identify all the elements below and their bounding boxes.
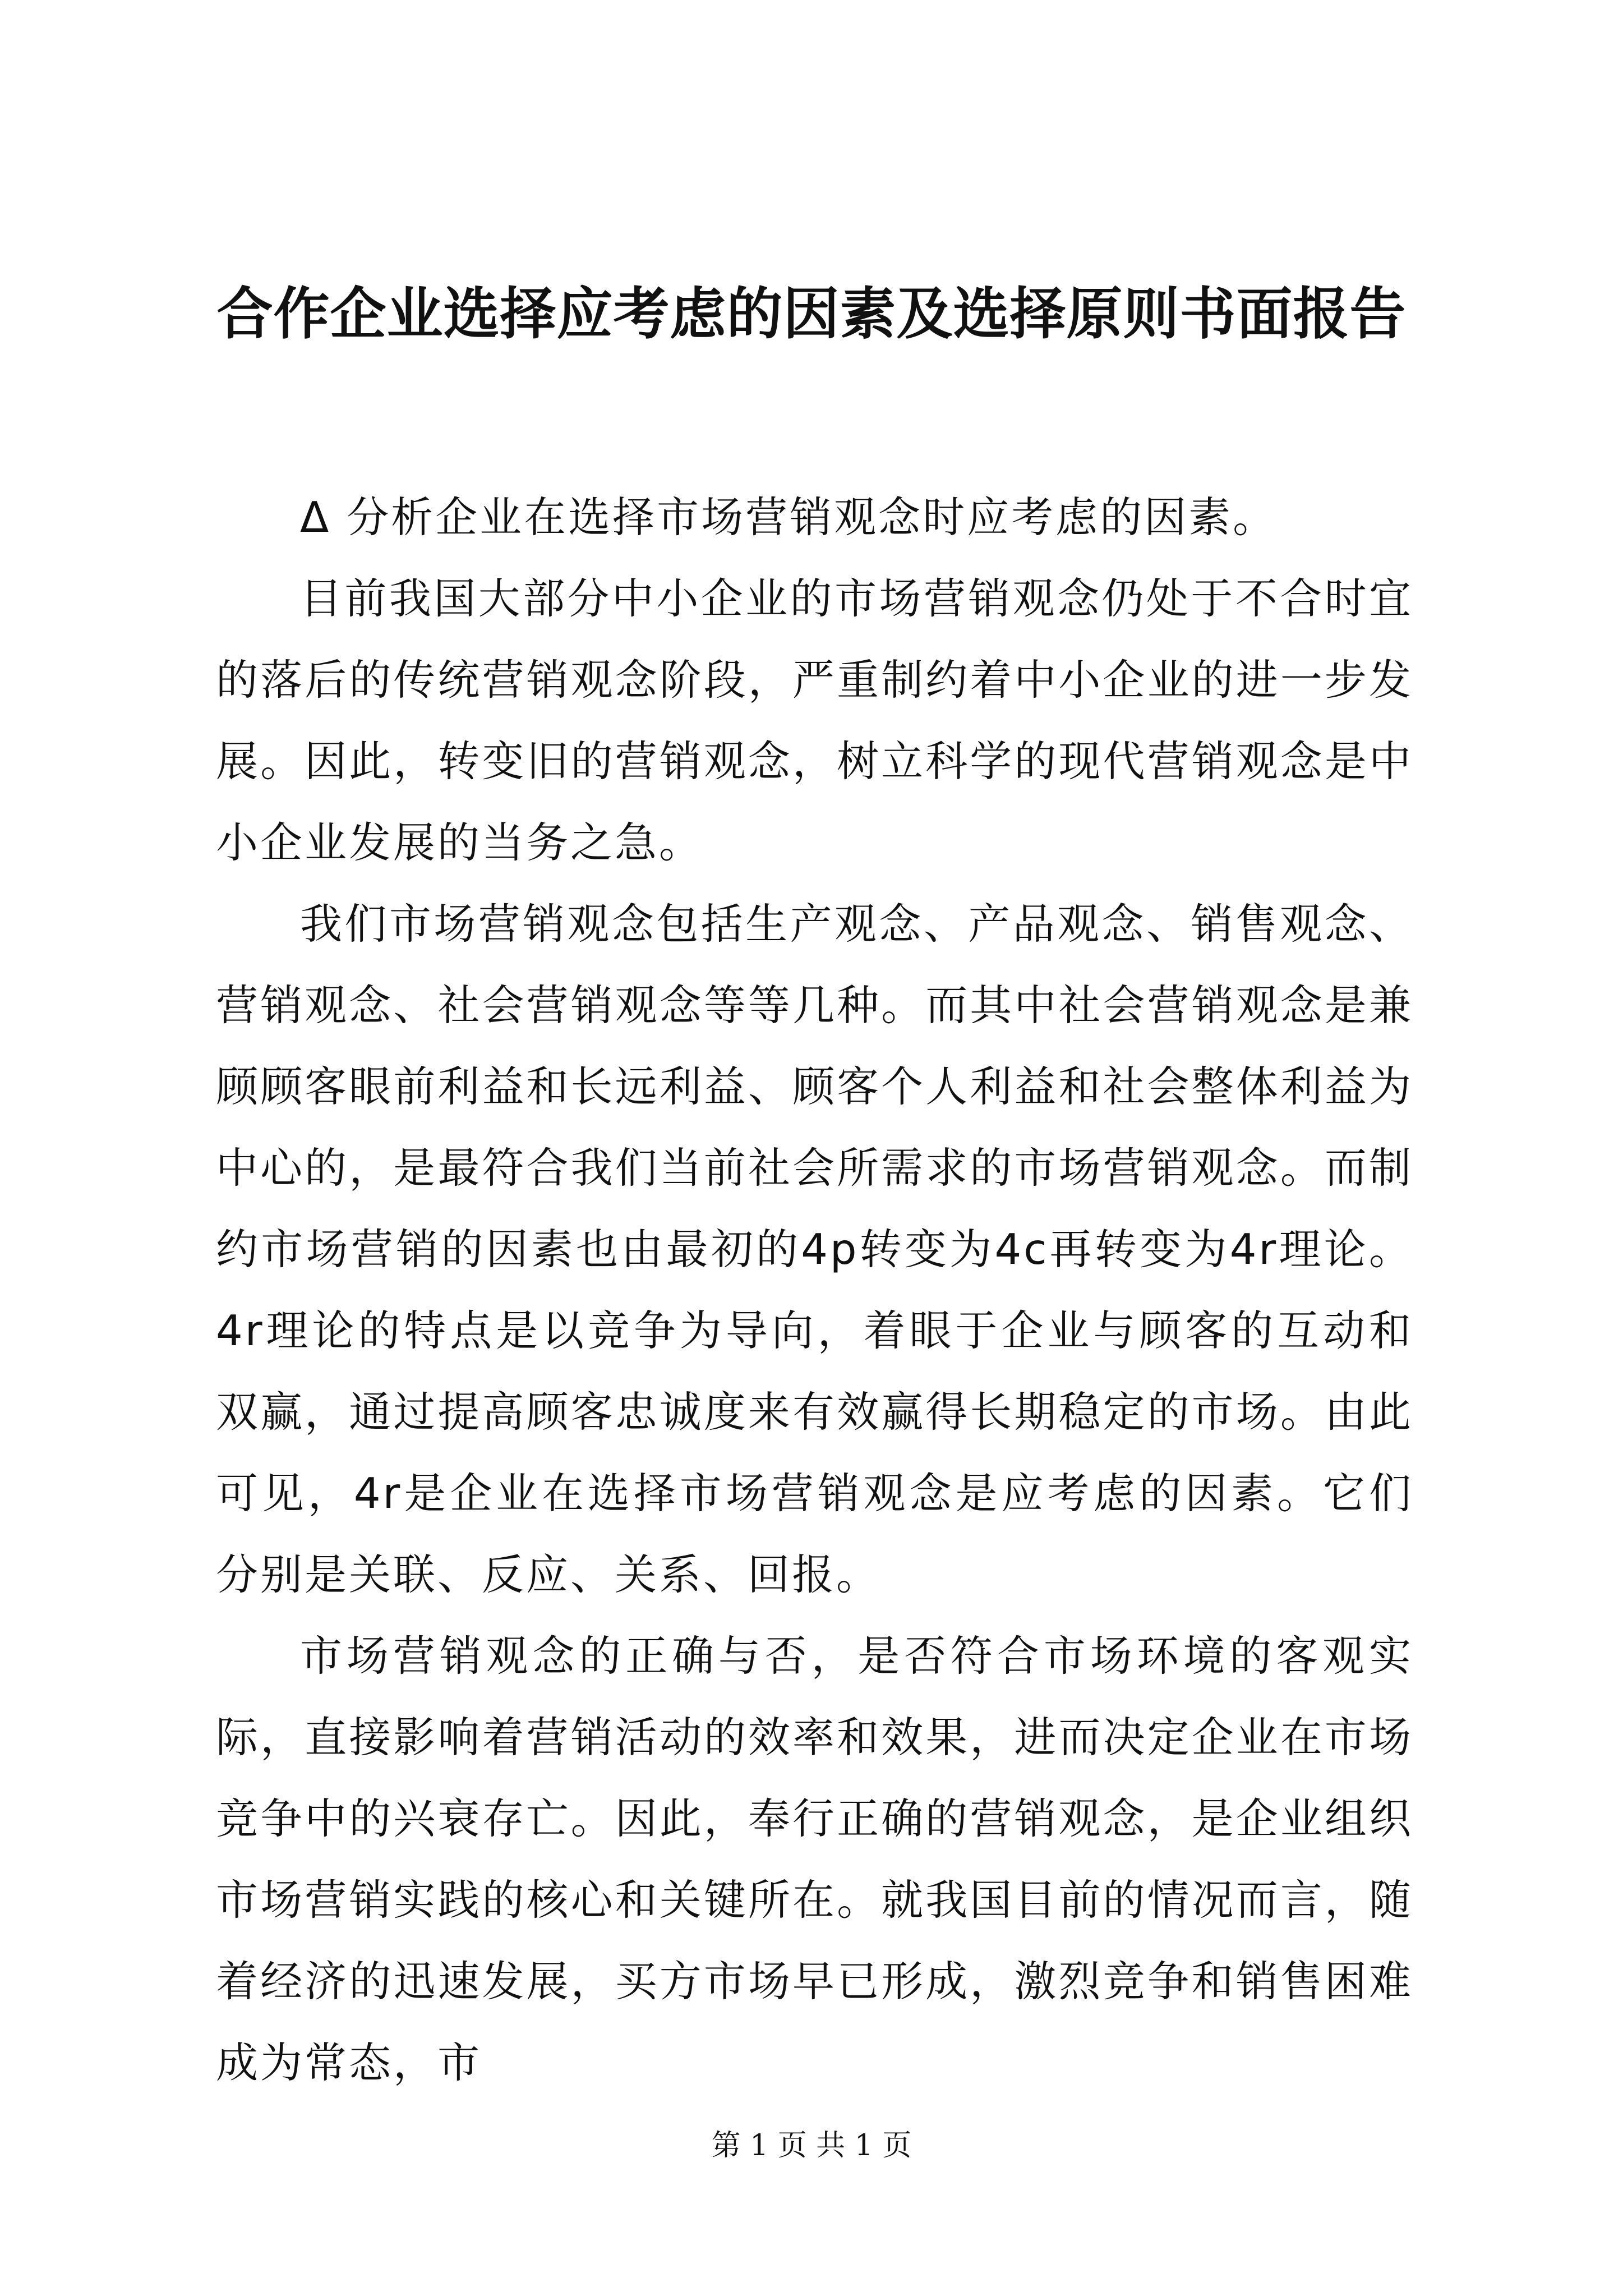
- page-footer: 第 1 页 共 1 页: [711, 2129, 912, 2162]
- document-body: [216, 477, 1413, 2104]
- paragraph-importance: 市场营销观念的正确与否，是否符合市场环境的客观实际，直接影响着营销活动的效率和效果，进而决定企业在市场竞争中的兴衰存亡。因此，奉行正确的营销观念，是企业组织市场营销实践的核心和关键所在。就我国目前的情况而言，随着经济的迅速发展，买方市场早已形成，激烈竞争和销售困难成为常态，市: [216, 1631, 1413, 2087]
- paragraph-intro: Δ 分析企业在选择市场营销观念时应考虑的因素。: [300, 493, 1278, 542]
- document-title: 合作企业选择应考虑的因素及选择原则书面报告: [216, 280, 1407, 347]
- paragraph-marketing-concepts: 我们市场营销观念包括生产观念、产品观念、销售观念、营销观念、社会营销观念等等几种。而其中社会营销观念是兼顾顾客眼前利益和长远利益、顾客个人利益和社会整体利益为中心的，是最符合我们当前社会所需求的市场营销观念。而制约市场营销的因素也由最初的4p转变为4c再转变为4r理论。4r理论的特点是以竞争为导向，着眼于企业与顾客的互动和双赢，通过提高顾客忠诚度来有效赢得长期稳定的市场。由此可见，4r是企业在选择市场营销观念是应考虑的因素。它们分别是关联、反应、关系、回报。: [216, 899, 1413, 1599]
- paragraph-current-situation: 目前我国大部分中小企业的市场营销观念仍处于不合时宜的落后的传统营销观念阶段，严重制约着中小企业的进一步发展。因此，转变旧的营销观念，树立科学的现代营销观念是中小企业发展的当务之急。: [216, 574, 1413, 867]
